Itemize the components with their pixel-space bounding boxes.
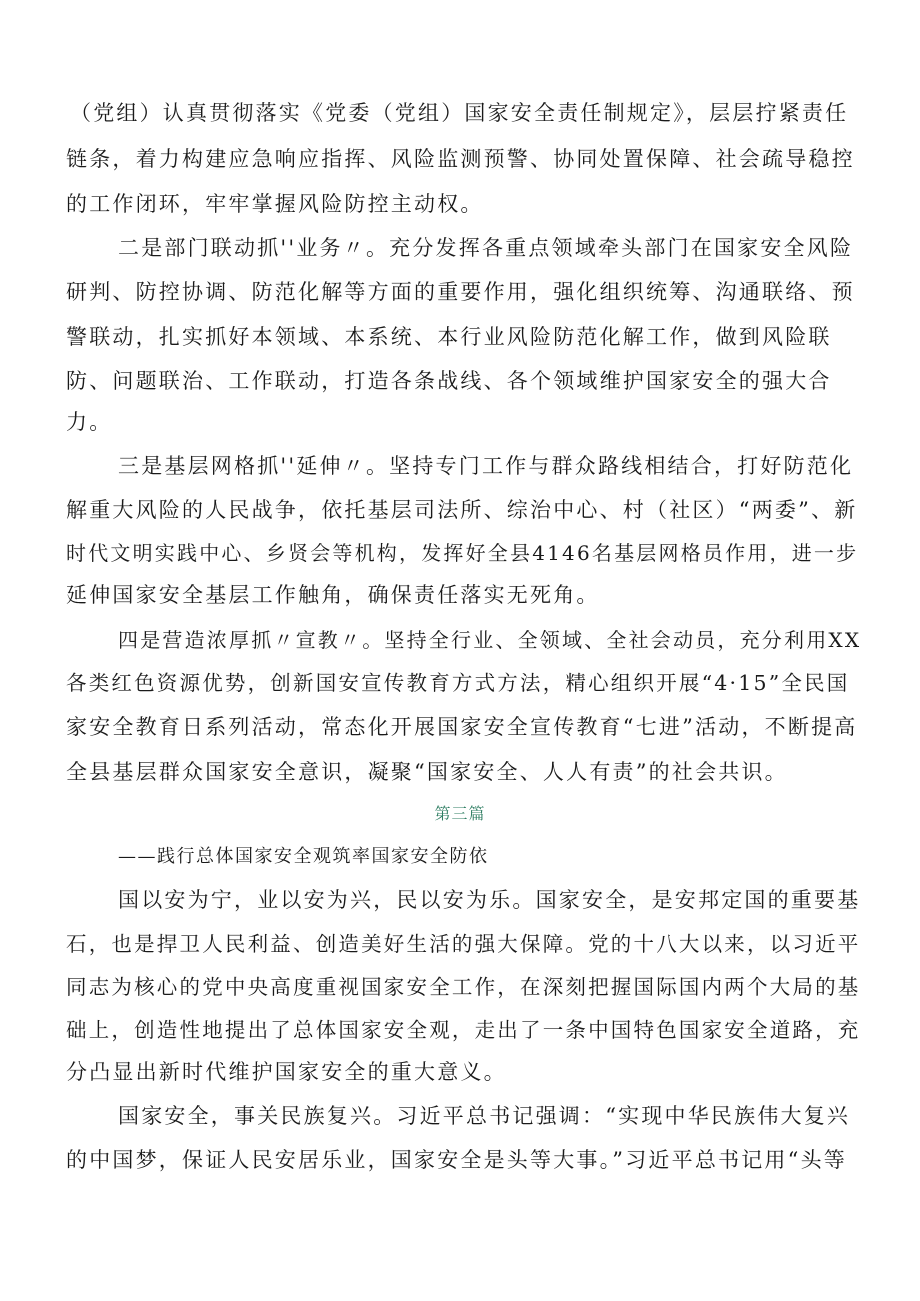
text-line: 力。 — [66, 410, 113, 434]
text-line: 解重大风险的人民战争，依托基层司法所、综治中心、村（社区）“两委”、新 — [66, 498, 858, 522]
section-subtitle: ——践行总体国家安全观筑率国家安全防依 — [118, 846, 489, 867]
text-line: 础上，创造性地提出了总体国家安全观，走出了一条中国特色国家安全道路，充 — [66, 1018, 861, 1042]
text-line: 的中国梦，保证人民安居乐业，国家安全是头等大事。”习近平总书记用“头等 — [66, 1148, 847, 1172]
text-line: 石，也是捍卫人民利益、创造美好生活的强大保障。党的十八大以来，以习近平 — [66, 932, 861, 956]
text-line: 家安全教育日系列活动，常态化开展国家安全宣传教育“七进”活动，不断提高 — [66, 715, 858, 739]
text-line: 国家安全，事关民族复兴。习近平总书记强调：“实现中华民族伟大复兴 — [118, 1104, 851, 1128]
section-heading: 第三篇 — [434, 804, 486, 823]
text-line: 三是基层网格抓''延伸〃。坚持专门工作与群众路线相结合，打好防范化 — [118, 454, 854, 478]
text-line: 二是部门联动抓''业务〃。充分发挥各重点领域牵头部门在国家安全风险 — [118, 236, 854, 260]
text-line: （党组）认真贯彻落实《党委（党组）国家安全责任制规定》，层层拧紧责任 — [70, 101, 849, 125]
text-line: 的工作闭环，牢牢掌握风险防控主动权。 — [66, 192, 484, 216]
text-line: 防、问题联治、工作联动，打造各条战线、各个领域维护国家安全的强大合 — [66, 369, 832, 393]
text-line: 同志为核心的党中央高度重视国家安全工作，在深刻把握国际国内两个大局的基 — [66, 975, 861, 999]
text-line: 警联动，扎实抓好本领域、本系统、本行业风险防范化解工作，做到风险联 — [66, 325, 832, 349]
text-line: 时代文明实践中心、乡贤会等机构，发挥好全县4146名基层网格员作用，进一步 — [66, 541, 859, 565]
text-line: 研判、防控协调、防范化解等方面的重要作用，强化组织统筹、沟通联络、预 — [66, 280, 855, 304]
text-line: 四是营造浓厚抓〃宣教〃。坚持全行业、全领域、全社会动员，充分利用XX — [118, 628, 862, 652]
text-line: 分凸显出新时代维护国家安全的重大意义。 — [66, 1060, 507, 1084]
text-line: 全县基层群众国家安全意识，凝聚“国家安全、人人有责”的社会共识。 — [66, 760, 788, 784]
text-line: 链条，着力构建应急响应指挥、风险监测预警、协同处置保障、社会疏导稳控 — [66, 147, 855, 171]
text-line: 各类红色资源优势，创新国安宣传教育方式方法，精心组织开展“4·15”全民国 — [66, 671, 850, 695]
text-line: 国以安为宁，业以安为兴，民以安为乐。国家安全，是安邦定国的重要基 — [118, 888, 861, 912]
text-line: 延伸国家安全基层工作触角，确保责任落实无死角。 — [66, 583, 600, 607]
